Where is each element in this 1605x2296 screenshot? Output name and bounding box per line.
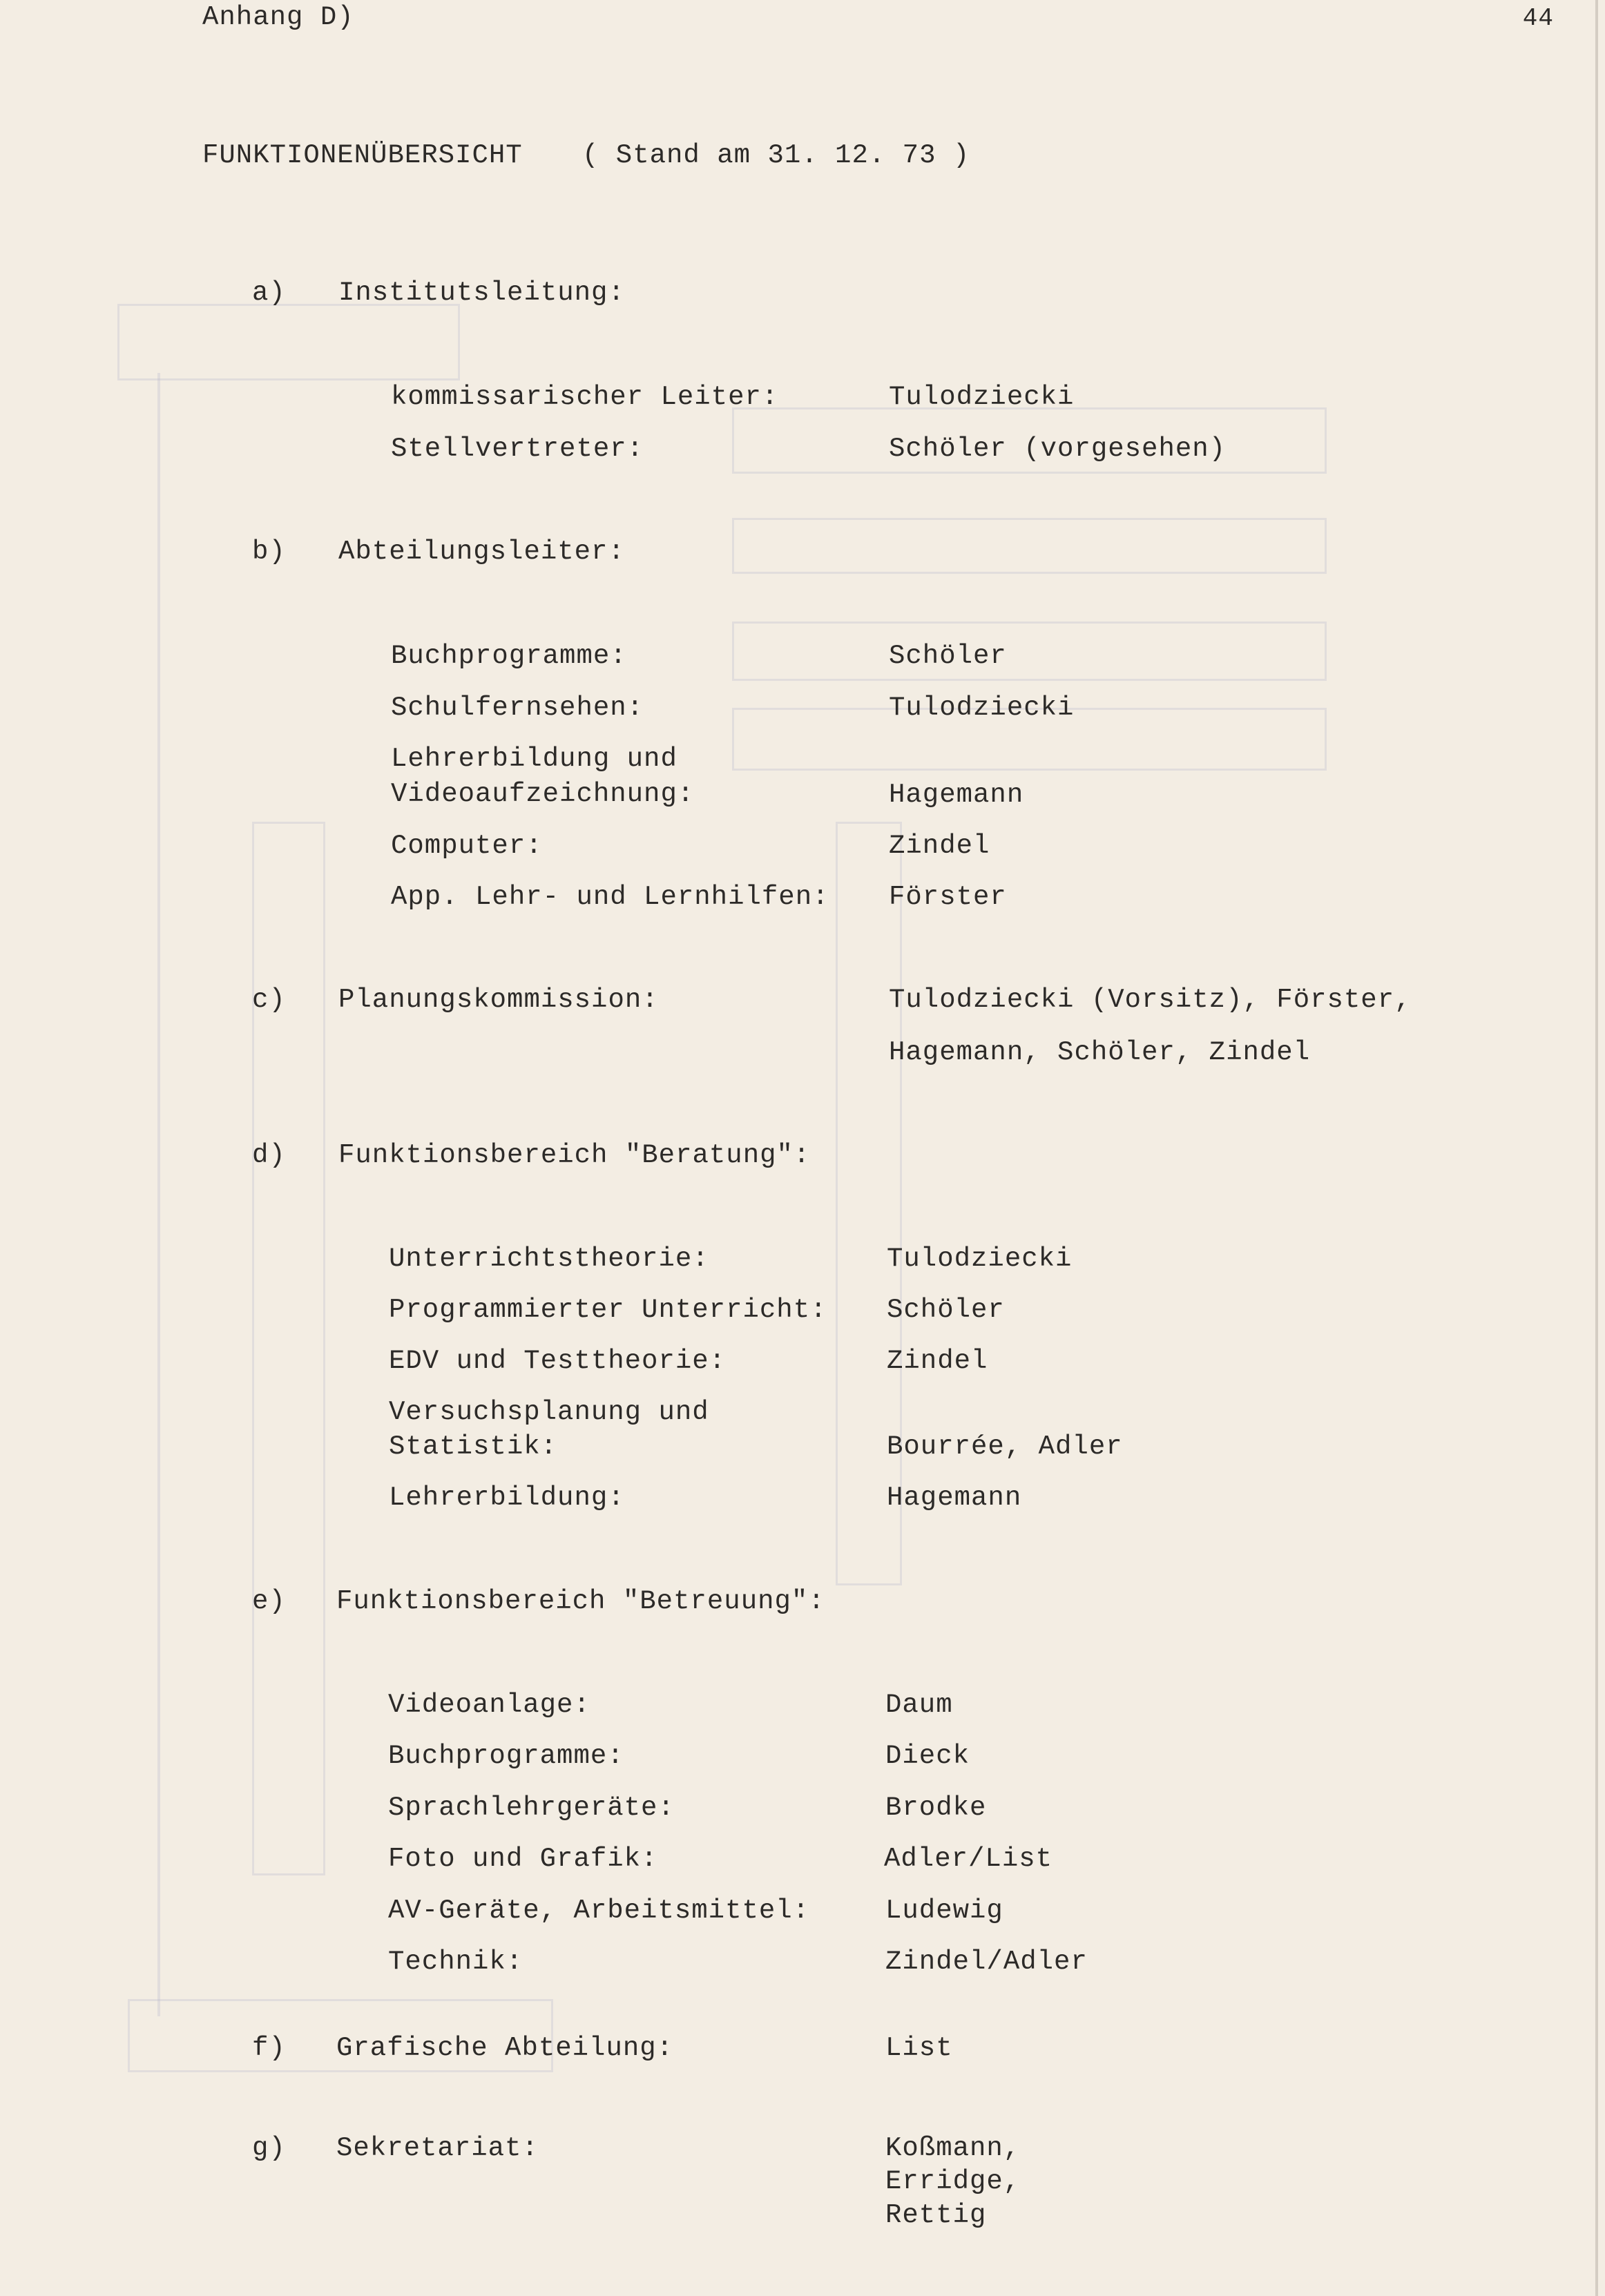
section-d-row-value: Bourrée, Adler: [887, 1431, 1123, 1462]
page-edge: [1595, 0, 1598, 2296]
section-e-row-value: Adler/List: [884, 1844, 1053, 1874]
section-a-letter: a): [252, 278, 286, 308]
section-d-row-value: Zindel: [887, 1346, 988, 1376]
section-d-row-label: Lehrerbildung:: [389, 1483, 625, 1513]
section-b-row-value: Tulodziecki: [889, 693, 1075, 723]
section-e-row-value: Zindel/Adler: [885, 1947, 1088, 1977]
section-a-title: Institutsleitung:: [338, 278, 625, 308]
section-g-value: Rettig: [885, 2200, 987, 2230]
section-c-letter: c): [252, 985, 286, 1015]
section-b-letter: b): [252, 537, 286, 567]
section-b-row-label: Lehrerbildung und: [391, 744, 677, 774]
section-d-row-label: Versuchsplanung und: [389, 1397, 709, 1427]
section-e-row-label: Buchprogramme:: [388, 1741, 624, 1771]
section-c-value-cont: Hagemann, Schöler, Zindel: [889, 1037, 1311, 1068]
section-b-row-value: Schöler: [889, 641, 1007, 671]
section-d-row-label: Unterrichtstheorie:: [389, 1244, 709, 1274]
section-b-title: Abteilungsleiter:: [338, 537, 625, 567]
section-e-row-label: Sprachlehrgeräte:: [388, 1793, 675, 1823]
section-e-row-label: Technik:: [388, 1947, 523, 1977]
section-d-row-label: EDV und Testtheorie:: [389, 1346, 727, 1376]
section-d-letter: d): [252, 1140, 286, 1170]
section-g-value: Koßmann,: [885, 2133, 1021, 2163]
section-e-title: Funktionsbereich "Betreuung":: [336, 1586, 825, 1617]
section-a-row-label: Stellvertreter:: [391, 434, 644, 464]
section-d-row-label: Programmierter Unterricht:: [389, 1295, 827, 1325]
section-c-title: Planungskommission:: [338, 985, 659, 1015]
section-b-row-label-cont: Videoaufzeichnung:: [391, 779, 695, 809]
section-b-row-value: Zindel: [889, 831, 990, 861]
section-g-value: Erridge,: [885, 2166, 1021, 2197]
section-b-row-label: Schulfernsehen:: [391, 693, 644, 723]
section-f-title: Grafische Abteilung:: [336, 2033, 674, 2063]
section-b-row-label: Buchprogramme:: [391, 641, 627, 671]
section-b-row-value: Förster: [889, 882, 1007, 912]
section-d-title: Funktionsbereich "Beratung":: [338, 1140, 811, 1170]
section-a-row-label: kommissarischer Leiter:: [391, 382, 779, 412]
section-e-row-label: AV-Geräte, Arbeitsmittel:: [388, 1895, 810, 1926]
section-e-row-label: Foto und Grafik:: [388, 1844, 658, 1874]
section-b-row-label: App. Lehr- und Lernhilfen:: [391, 882, 829, 912]
section-d-row-value: Tulodziecki: [887, 1244, 1073, 1274]
section-f-letter: f): [252, 2033, 286, 2063]
section-d-row-label-cont: Statistik:: [389, 1431, 558, 1462]
section-c-value: Tulodziecki (Vorsitz), Förster,: [889, 985, 1412, 1015]
section-e-row-value: Brodke: [885, 1793, 987, 1823]
section-b-row-label: Computer:: [391, 831, 543, 861]
section-e-letter: e): [252, 1586, 286, 1617]
section-e-row-value: Daum: [885, 1690, 953, 1720]
section-f-value: List: [885, 2033, 953, 2063]
stand-date: ( Stand am 31. 12. 73 ): [582, 140, 970, 171]
page-title: FUNKTIONENÜBERSICHT: [202, 140, 523, 171]
section-a-row-value: Tulodziecki: [889, 382, 1075, 412]
section-b-row-value: Hagemann: [889, 780, 1024, 810]
section-e-row-value: Ludewig: [885, 1895, 1003, 1926]
section-g-letter: g): [252, 2133, 286, 2163]
page-number: 44: [1522, 4, 1554, 32]
section-d-row-value: Schöler: [887, 1295, 1005, 1325]
section-e-row-value: Dieck: [885, 1741, 970, 1771]
section-d-row-value: Hagemann: [887, 1483, 1022, 1513]
annex-label: Anhang D): [202, 2, 354, 32]
section-a-row-value: Schöler (vorgesehen): [889, 434, 1227, 464]
section-e-row-label: Videoanlage:: [388, 1690, 590, 1720]
section-g-title: Sekretariat:: [336, 2133, 539, 2163]
